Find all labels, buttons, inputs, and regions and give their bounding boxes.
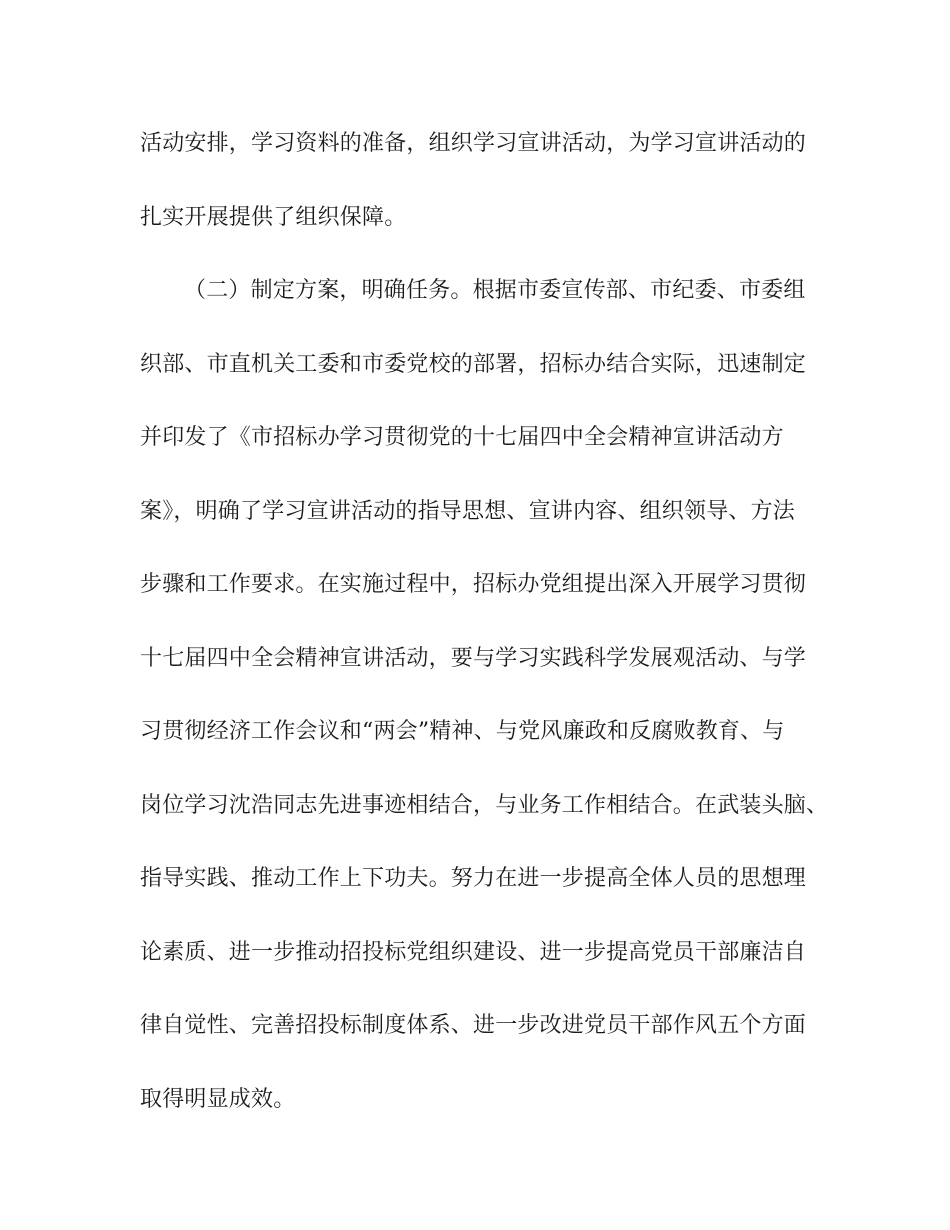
text-line-12: 论素质、进一步推动招投标党组织建设、进一步提高党员干部廉洁自: [140, 939, 807, 965]
text-line-4: 织部、市直机关工委和市委党校的部署，招标办结合实际，迅速制定: [140, 351, 807, 377]
text-line-14: 取得明显成效。: [140, 1086, 296, 1112]
text-line-1: 活动安排，学习资料的准备，组织学习宣讲活动，为学习宣讲活动的: [140, 131, 807, 156]
text-line-2: 扎实开展提供了组织保障。: [140, 204, 407, 230]
text-line-9: 习贯彻经济工作会议和“两会”精神、与党风廉政和反腐败教育、与: [140, 719, 785, 744]
text-line-11: 指导实践、推动工作上下功夫。努力在进一步提高全体人员的思想理: [140, 866, 807, 891]
text-line-5: 并印发了《市招标办学习贯彻党的十七届四中全会精神宣讲活动方: [140, 425, 784, 450]
text-line-10: 岗位学习沈浩同志先进事迹相结合，与业务工作相结合。在武装头脑、: [140, 792, 829, 818]
body-text: [140, 122, 829, 1151]
text-line-13: 律自觉性、完善招投标制度体系、进一步改进党员干部作风五个方面: [140, 1013, 807, 1038]
text-line-7: 步骤和工作要求。在实施过程中，招标办党组提出深入开展学习贯彻: [140, 572, 807, 597]
text-line-8: 十七届四中全会精神宣讲活动，要与学习实践科学发展观活动、与学: [140, 645, 807, 671]
text-line-3: （二）制定方案，明确任务。根据市委宣传部、市纪委、市委组: [184, 278, 806, 303]
text-line-6: 案》，明确了学习宣讲活动的指导思想、宣讲内容、组织领导、方法: [140, 498, 796, 524]
